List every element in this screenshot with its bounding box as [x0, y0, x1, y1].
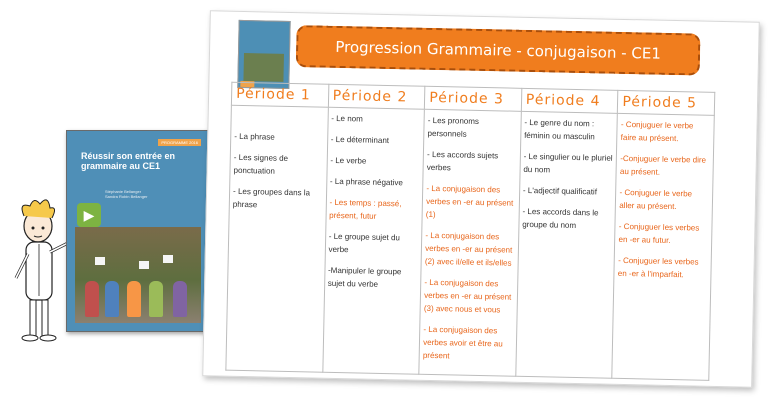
list-item: - Les pronoms personnels [427, 115, 480, 139]
progression-sheet [202, 10, 760, 387]
list-item: - La conjugaison des verbes en -er au présent (1) [425, 183, 514, 220]
list-item: - Conjuguer le verbe aller au présent. [619, 187, 693, 212]
list-item: - Le nom [331, 113, 363, 124]
period-cell [226, 105, 328, 372]
book-title: Réussir son entrée en grammaire au CE1 [81, 151, 176, 171]
period-header: Période 3 [425, 86, 522, 111]
period-header: Période 4 [521, 88, 618, 113]
sheet-book-thumbnail [237, 20, 290, 89]
sheet-title: Progression Grammaire - conjugaison - CE1 [296, 25, 701, 75]
list-item: - Les accords dans le groupe du nom [522, 206, 599, 230]
book-badge-icon: ▶ [77, 203, 101, 227]
list-item: - Le groupe sujet du verbe [328, 231, 401, 255]
list-item: - Le verbe [330, 155, 367, 166]
list-item: - Conjuguer les verbes en -er à l'imparfait. [617, 255, 699, 280]
progression-table [225, 82, 715, 381]
book-cover-photo [75, 227, 201, 323]
list-item: - L'adjectif qualificatif [522, 185, 598, 197]
list-item: - Le genre du nom : féminin ou masculin [524, 117, 595, 142]
list-item: -Conjuguer le verbe dire au présent. [619, 153, 707, 177]
period-header: Période 1 [231, 82, 328, 107]
list-item: - Le singulier ou le pluriel du nom [523, 151, 613, 175]
book-series-tag: PROGRAMME 2016 [158, 139, 201, 146]
period-header: Période 5 [618, 90, 715, 115]
list-item: - La phrase [234, 131, 275, 142]
table-row [226, 105, 714, 380]
period-header: Période 2 [328, 84, 425, 109]
list-item: - Conjuguer le verbe faire au présent. [620, 119, 694, 144]
list-item: - Les signes de ponctuation [233, 152, 289, 176]
period-cell [516, 111, 618, 378]
list-item: - La conjugaison des verbes avoir et être au présent [422, 324, 503, 361]
list-item: - Les temps : passé, présent, futur [329, 197, 402, 221]
list-item: - La phrase négative [329, 176, 403, 188]
list-item: - La conjugaison des verbes en -er au présent (2) avec il/elle et ils/elles [424, 230, 513, 268]
list-item: - Les groupes dans la phrase [232, 186, 311, 210]
book-authors: Stéphanie Bellanger Sandra Robin Bellanger [105, 189, 148, 199]
list-item: - Conjuguer les verbes en -er au futur. [618, 221, 700, 245]
list-item: -Manipuler le groupe sujet du verbe [327, 265, 402, 289]
list-item: - Les accords sujets verbes [426, 149, 499, 173]
period-cell [322, 107, 424, 374]
period-cell [419, 109, 521, 376]
book-cover [66, 130, 210, 332]
list-item: - Le déterminant [330, 134, 390, 146]
period-cell [612, 113, 714, 380]
list-item: - La conjugaison des verbes en -er au présent (3) avec nous et vous [423, 277, 512, 315]
